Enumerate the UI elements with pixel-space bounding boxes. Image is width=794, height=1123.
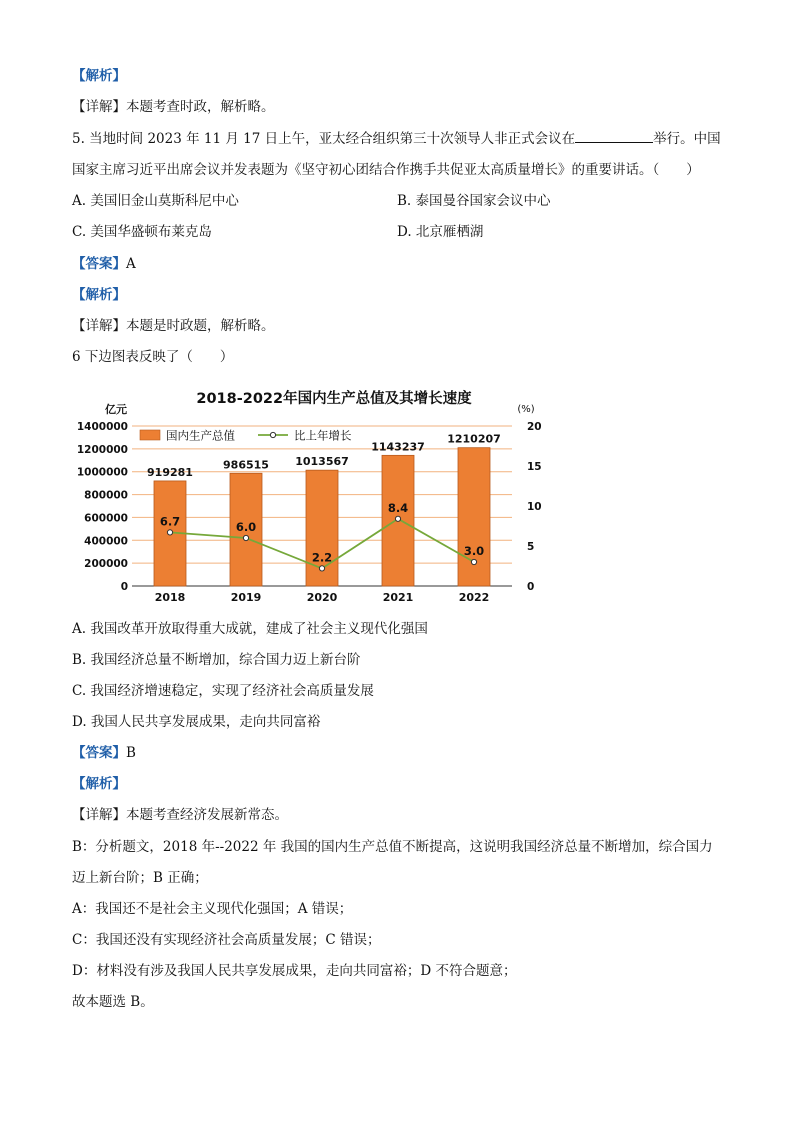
chart-xtick: 2021 — [382, 591, 414, 603]
chart-bar — [458, 448, 490, 586]
chart-ytick-left: 1400000 — [76, 421, 128, 433]
chart-growth-label: 3.0 — [463, 544, 485, 558]
chart-ytick-left: 1200000 — [76, 443, 128, 456]
q6-explanation-a: A：我国还不是社会主义现代化强国；A 错误； — [72, 901, 353, 917]
chart-growth-point — [319, 566, 324, 571]
chart-ytick-right: 0 — [527, 581, 535, 593]
chart-ytick-right: 5 — [527, 541, 535, 553]
q5-answer: 【答案】A — [72, 256, 136, 272]
q5-option-d: D. 北京雁栖湖 — [397, 224, 484, 240]
chart-ytick-right: 20 — [527, 421, 542, 433]
gdp-chart-svg — [72, 383, 552, 603]
q6-answer: 【答案】B — [72, 745, 136, 761]
chart-xtick: 2018 — [154, 591, 186, 603]
chart-ytick-left: 800000 — [84, 489, 128, 502]
chart-xtick: 2019 — [230, 591, 262, 603]
chart-growth-label: 2.2 — [311, 550, 333, 565]
chart-bar-label: 986515 — [223, 458, 269, 472]
q5-blank — [575, 128, 653, 143]
chart-bar-label: 1210207 — [447, 432, 501, 446]
chart-ytick-left: 0 — [120, 581, 128, 593]
q5-stem-line1: 5. 当地时间 2023 年 11 月 17 日上午，亚太经合组织第三十次领导人非正式会议在 举行。中国 — [72, 128, 721, 149]
chart-growth-point — [395, 516, 400, 521]
legend-line-label: 比上年增长 — [294, 428, 352, 443]
chart-ylabel-right: (%) — [517, 404, 535, 415]
chart-growth-point — [243, 535, 248, 540]
chart-xtick: 2020 — [306, 591, 338, 603]
q6-explanation-b-line2: 迈上新台阶；B 正确； — [72, 870, 208, 886]
legend-line-marker — [270, 432, 275, 437]
gdp-chart — [72, 383, 552, 603]
q6-option-b: B. 我国经济总量不断增加，综合国力迈上新台阶 — [72, 652, 361, 668]
chart-ylabel-left: 亿元 — [105, 403, 127, 416]
q5-option-a: A. 美国旧金山莫斯科尼中心 — [72, 193, 239, 209]
chart-ytick-left: 200000 — [84, 558, 128, 571]
chart-growth-label: 6.0 — [235, 520, 257, 534]
legend-bar-label: 国内生产总值 — [166, 428, 235, 443]
chart-growth-point — [167, 530, 172, 535]
q6-option-d: D. 我国人民共享发展成果，走向共同富裕 — [72, 714, 321, 730]
q6-analysis-tag: 【解析】 — [72, 776, 126, 792]
legend-bar-swatch — [140, 430, 160, 440]
chart-bar-label: 1013567 — [295, 455, 349, 469]
q6-option-a: A. 我国改革开放取得重大成就，建成了社会主义现代化强国 — [72, 621, 428, 637]
chart-growth-label: 6.7 — [159, 514, 181, 529]
chart-ytick-right: 10 — [527, 501, 542, 513]
q6-explanation-d: D：材料没有涉及我国人民共享发展成果，走向共同富裕；D 不符合题意； — [72, 963, 517, 979]
q5-detail: 【详解】本题是时政题，解析略。 — [72, 318, 275, 334]
chart-ytick-left: 600000 — [84, 512, 128, 525]
q4-detail: 【详解】本题考查时政，解析略。 — [72, 99, 275, 115]
q6-stem: 6 下边图表反映了（ ） — [72, 349, 234, 365]
chart-ytick-left: 400000 — [84, 535, 128, 548]
chart-bar-label: 919281 — [147, 465, 193, 479]
q6-option-c: C. 我国经济增速稳定，实现了经济社会高质量发展 — [72, 683, 374, 699]
q6-conclusion: 故本题选 B。 — [72, 994, 154, 1010]
q5-option-c: C. 美国华盛顿布莱克岛 — [72, 224, 212, 240]
q5-option-b: B. 泰国曼谷国家会议中心 — [397, 193, 551, 209]
q5-stem-line2: 国家主席习近平出席会议并发表题为《坚守初心团结合作携手共促亚太高质量增长》的重要讲话。（ ） — [72, 162, 700, 178]
q6-explanation-b-line1: B：分析题文，2018 年--2022 年 我国的国内生产总值不断提高，这说明我国经济总量不断增加，综合国力 — [72, 839, 713, 855]
chart-bar-label: 1143237 — [371, 440, 425, 454]
chart-xtick: 2022 — [458, 591, 490, 603]
q6-explanation-c: C：我国还没有实现经济社会高质量发展；C 错误； — [72, 932, 381, 948]
q5-analysis-tag: 【解析】 — [72, 287, 126, 303]
q4-analysis-tag: 【解析】 — [72, 68, 126, 84]
chart-growth-point — [471, 559, 476, 564]
chart-title: 2018-2022年国内生产总值及其增长速度 — [196, 391, 472, 407]
chart-ytick-right: 15 — [527, 461, 542, 473]
chart-growth-label: 8.4 — [387, 500, 409, 515]
chart-ytick-left: 1000000 — [76, 466, 128, 479]
q6-detail: 【详解】本题考查经济发展新常态。 — [72, 807, 288, 823]
